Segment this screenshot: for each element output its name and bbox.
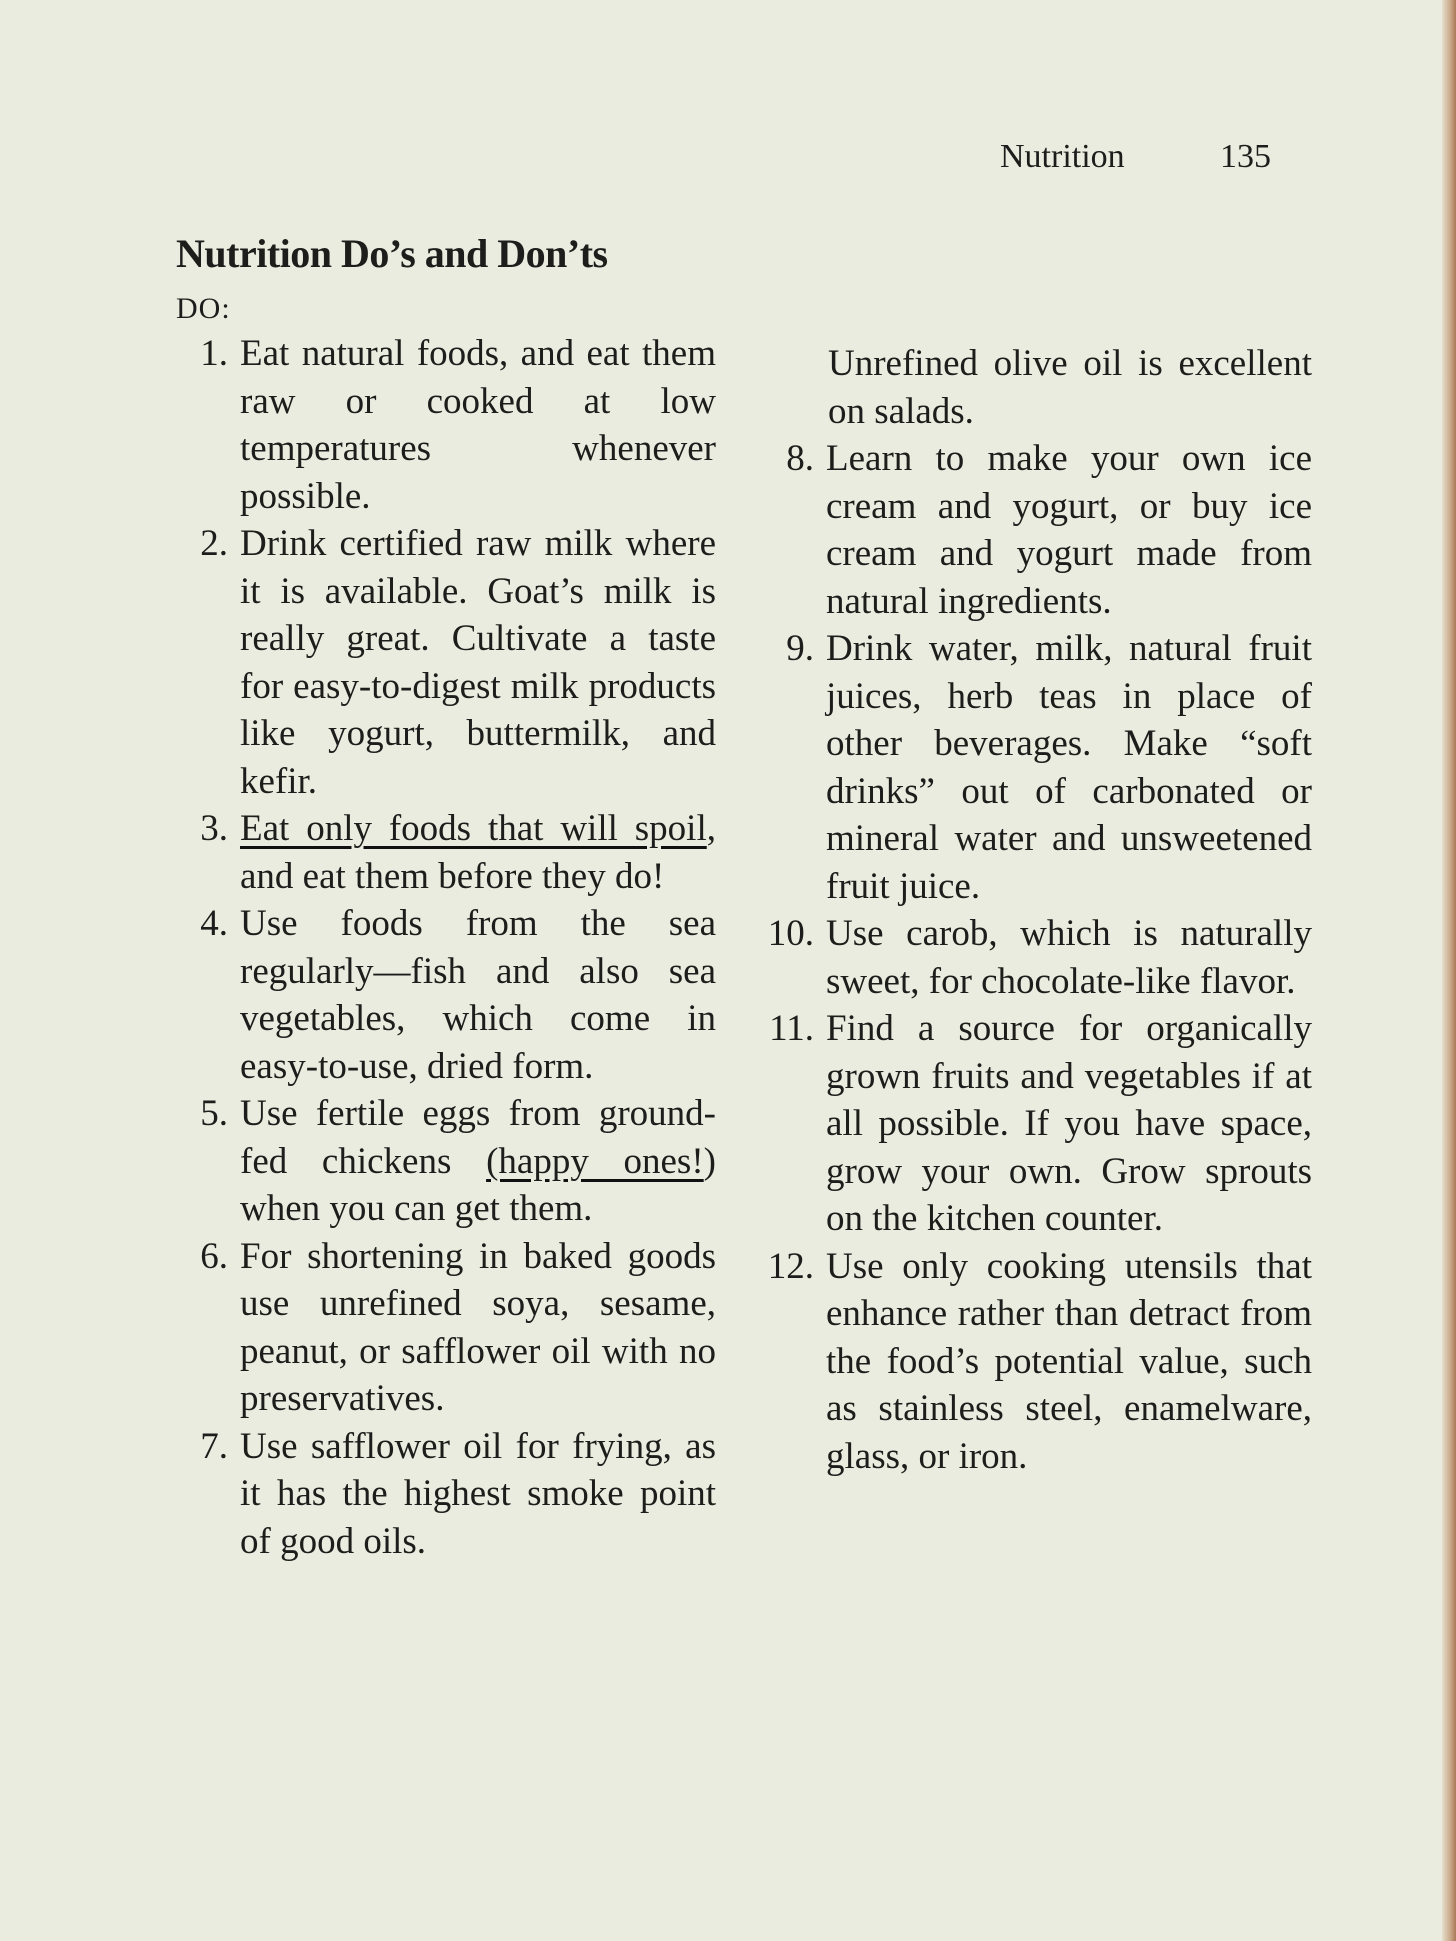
item-number: 1. [200, 333, 228, 374]
do-label: DO: [176, 292, 231, 325]
item-text: Learn to make your own ice cream and yogurt, or buy ice cream and yogurt made from natural ingredients. [826, 438, 1312, 622]
page-edge [1442, 0, 1456, 1941]
list-item [176, 520, 716, 805]
item-number: 2. [200, 523, 228, 564]
section-name: Nutrition [1000, 138, 1125, 175]
item-number: 11. [769, 1008, 814, 1049]
item-number: 6. [200, 1235, 228, 1277]
item-number: 3. [200, 808, 228, 849]
list-item-continued [762, 340, 1312, 435]
item-number: 12. [767, 1245, 814, 1287]
item-text: , and eat them before they do! [240, 808, 716, 897]
item-text: Use carob, which is naturally sweet, for chocolate-like flavor. [826, 913, 1312, 1002]
running-head [1000, 138, 1280, 176]
list-item [762, 625, 1312, 910]
list-item [176, 1090, 716, 1233]
item-text: Find a source for organically grown fruits and vegetables if at all possible. If you have space, grow your own. Grow sprouts on the kitchen counter. [826, 1008, 1312, 1239]
item-text: Unrefined olive oil is excellent on salads. [828, 343, 1312, 432]
underlined-text: Eat only foods that will spoil [240, 808, 707, 849]
item-text: For shortening in baked goods use unrefined soya, sesame, peanut, or safflower oil with no preservatives. [240, 1235, 716, 1419]
item-number: 4. [200, 903, 228, 944]
page-number: 135 [1220, 138, 1271, 175]
page-title: Nutrition Do’s and Don’ts [176, 231, 608, 276]
item-text: Drink water, milk, natural fruit juices, herb teas in place of other beverages. Make “soft drinks” out of carbonated or mineral water and unsweetened fruit juice. [826, 628, 1312, 907]
list-item [176, 330, 716, 520]
list-item [176, 900, 716, 1090]
item-number: 7. [200, 1425, 228, 1467]
list-item [762, 435, 1312, 625]
list-item [176, 805, 716, 900]
item-number: 10. [767, 913, 814, 954]
right-column [762, 340, 1312, 1480]
item-text: Use foods from the sea regularly—fish and also sea vegetables, which come in easy-to-use, dried form. [240, 903, 716, 1087]
item-text: Use safflower oil for frying, as it has the highest smoke point of good oils. [240, 1425, 716, 1562]
list-item [176, 1233, 716, 1423]
item-number: 9. [786, 628, 814, 669]
item-number: 8. [786, 438, 814, 479]
left-column [176, 330, 716, 1565]
item-text: Use only cooking utensils that enhance rather than detract from the food’s potential value, such as stainless steel, enamelware, glass, or iron. [826, 1245, 1312, 1477]
item-text: Use fertile eggs from ground-fed chickens [240, 1093, 716, 1182]
list-item [762, 1005, 1312, 1243]
item-text: ) when you can get them. [240, 1140, 716, 1229]
list-item [176, 1423, 716, 1566]
item-text: Drink certified raw milk where it is available. Goat’s milk is really great. Cultivate a taste for easy-to-digest milk products like yogurt, buttermilk, and kefir. [240, 523, 716, 802]
list-item [762, 1243, 1312, 1481]
underlined-text: (happy ones! [486, 1140, 704, 1182]
list-item [762, 910, 1312, 1005]
item-number: 5. [200, 1093, 228, 1134]
item-text: Eat natural foods, and eat them raw or cooked at low temperatures whenever possible. [240, 333, 716, 517]
